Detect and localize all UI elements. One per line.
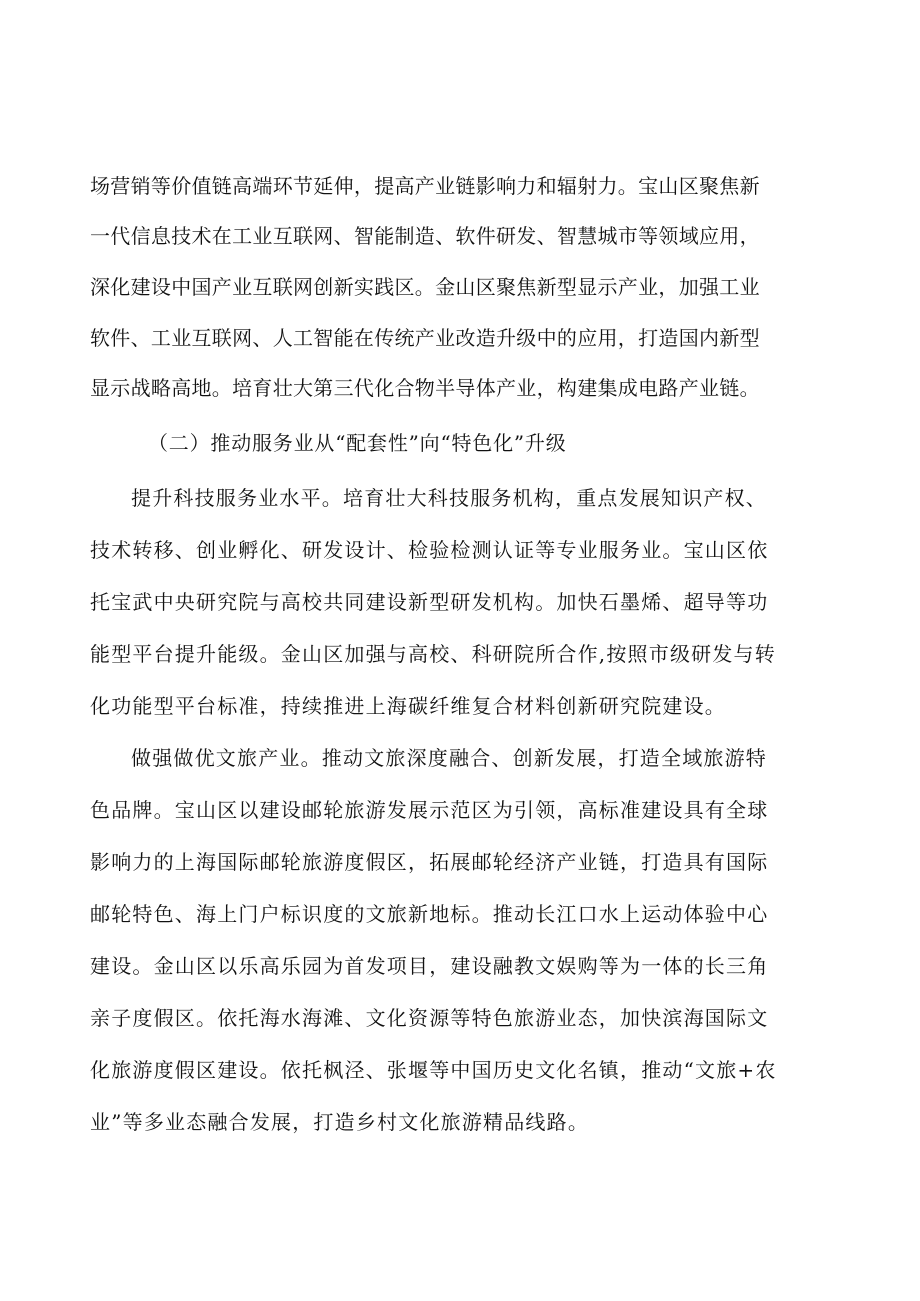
- tourism-line-5: 建设。金山区以乐高乐园为首发项目，建设融教文娱购等为一体的长三角: [90, 954, 769, 978]
- tourism-line-7: 化旅游度假区建设。依托枫泾、张堰等中国历史文化名镇，推动“文旅+农: [90, 1058, 777, 1082]
- intro-line-2: 一代信息技术在工业互联网、智能制造、软件研发、智慧城市等领域应用，: [90, 224, 760, 248]
- intro-line-3: 深化建设中国产业互联网创新实践区。金山区聚焦新型显示产业，加强工业: [90, 275, 760, 299]
- tech-line-2: 技术转移、创业孵化、研发设计、检验检测认证等专业服务业。宝山区依: [90, 538, 769, 562]
- tourism-line-4: 邮轮特色、海上门户标识度的文旅新地标。推动长江口水上运动体验中心: [90, 902, 769, 926]
- tourism-line-6: 亲子度假区。依托海水海滩、文化资源等特色旅游业态，加快滨海国际文: [90, 1006, 769, 1030]
- intro-line-4: 软件、工业互联网、人工智能在传统产业改造升级中的应用，打造国内新型: [90, 326, 760, 350]
- tech-line-3: 托宝武中央研究院与高校共同建设新型研发机构。加快石墨烯、超导等功: [90, 590, 769, 614]
- tourism-line-1: 做强做优文旅产业。推动文旅深度融合、创新发展，打造全域旅游特: [131, 746, 767, 770]
- tourism-line-2: 色品牌。宝山区以建设邮轮旅游发展示范区为引领，高标准建设具有全球: [90, 798, 769, 822]
- tech-line-1: 提升科技服务业水平。培育壮大科技服务机构，重点发展知识产权、: [131, 486, 767, 510]
- tourism-line-8: 业”等多业态融合发展，打造乡村文化旅游精品线路。: [90, 1110, 590, 1134]
- intro-line-5: 显示战略高地。培育壮大第三代化合物半导体产业，构建集成电路产业链。: [90, 376, 760, 400]
- intro-line-1: 场营销等价值链高端环节延伸，提高产业链影响力和辐射力。宝山区聚焦新: [90, 174, 760, 198]
- tech-line-5: 化功能型平台标准，持续推进上海碳纤维复合材料创新研究院建设。: [90, 694, 726, 718]
- tech-line-4: 能型平台提升能级。金山区加强与高校、科研院所合作,按照市级研发与转: [90, 642, 776, 666]
- tourism-line-3: 影响力的上海国际邮轮旅游度假区，拓展邮轮经济产业链，打造具有国际: [90, 850, 769, 874]
- section-heading: （二）推动服务业从“配套性”向“特色化”升级: [148, 431, 567, 455]
